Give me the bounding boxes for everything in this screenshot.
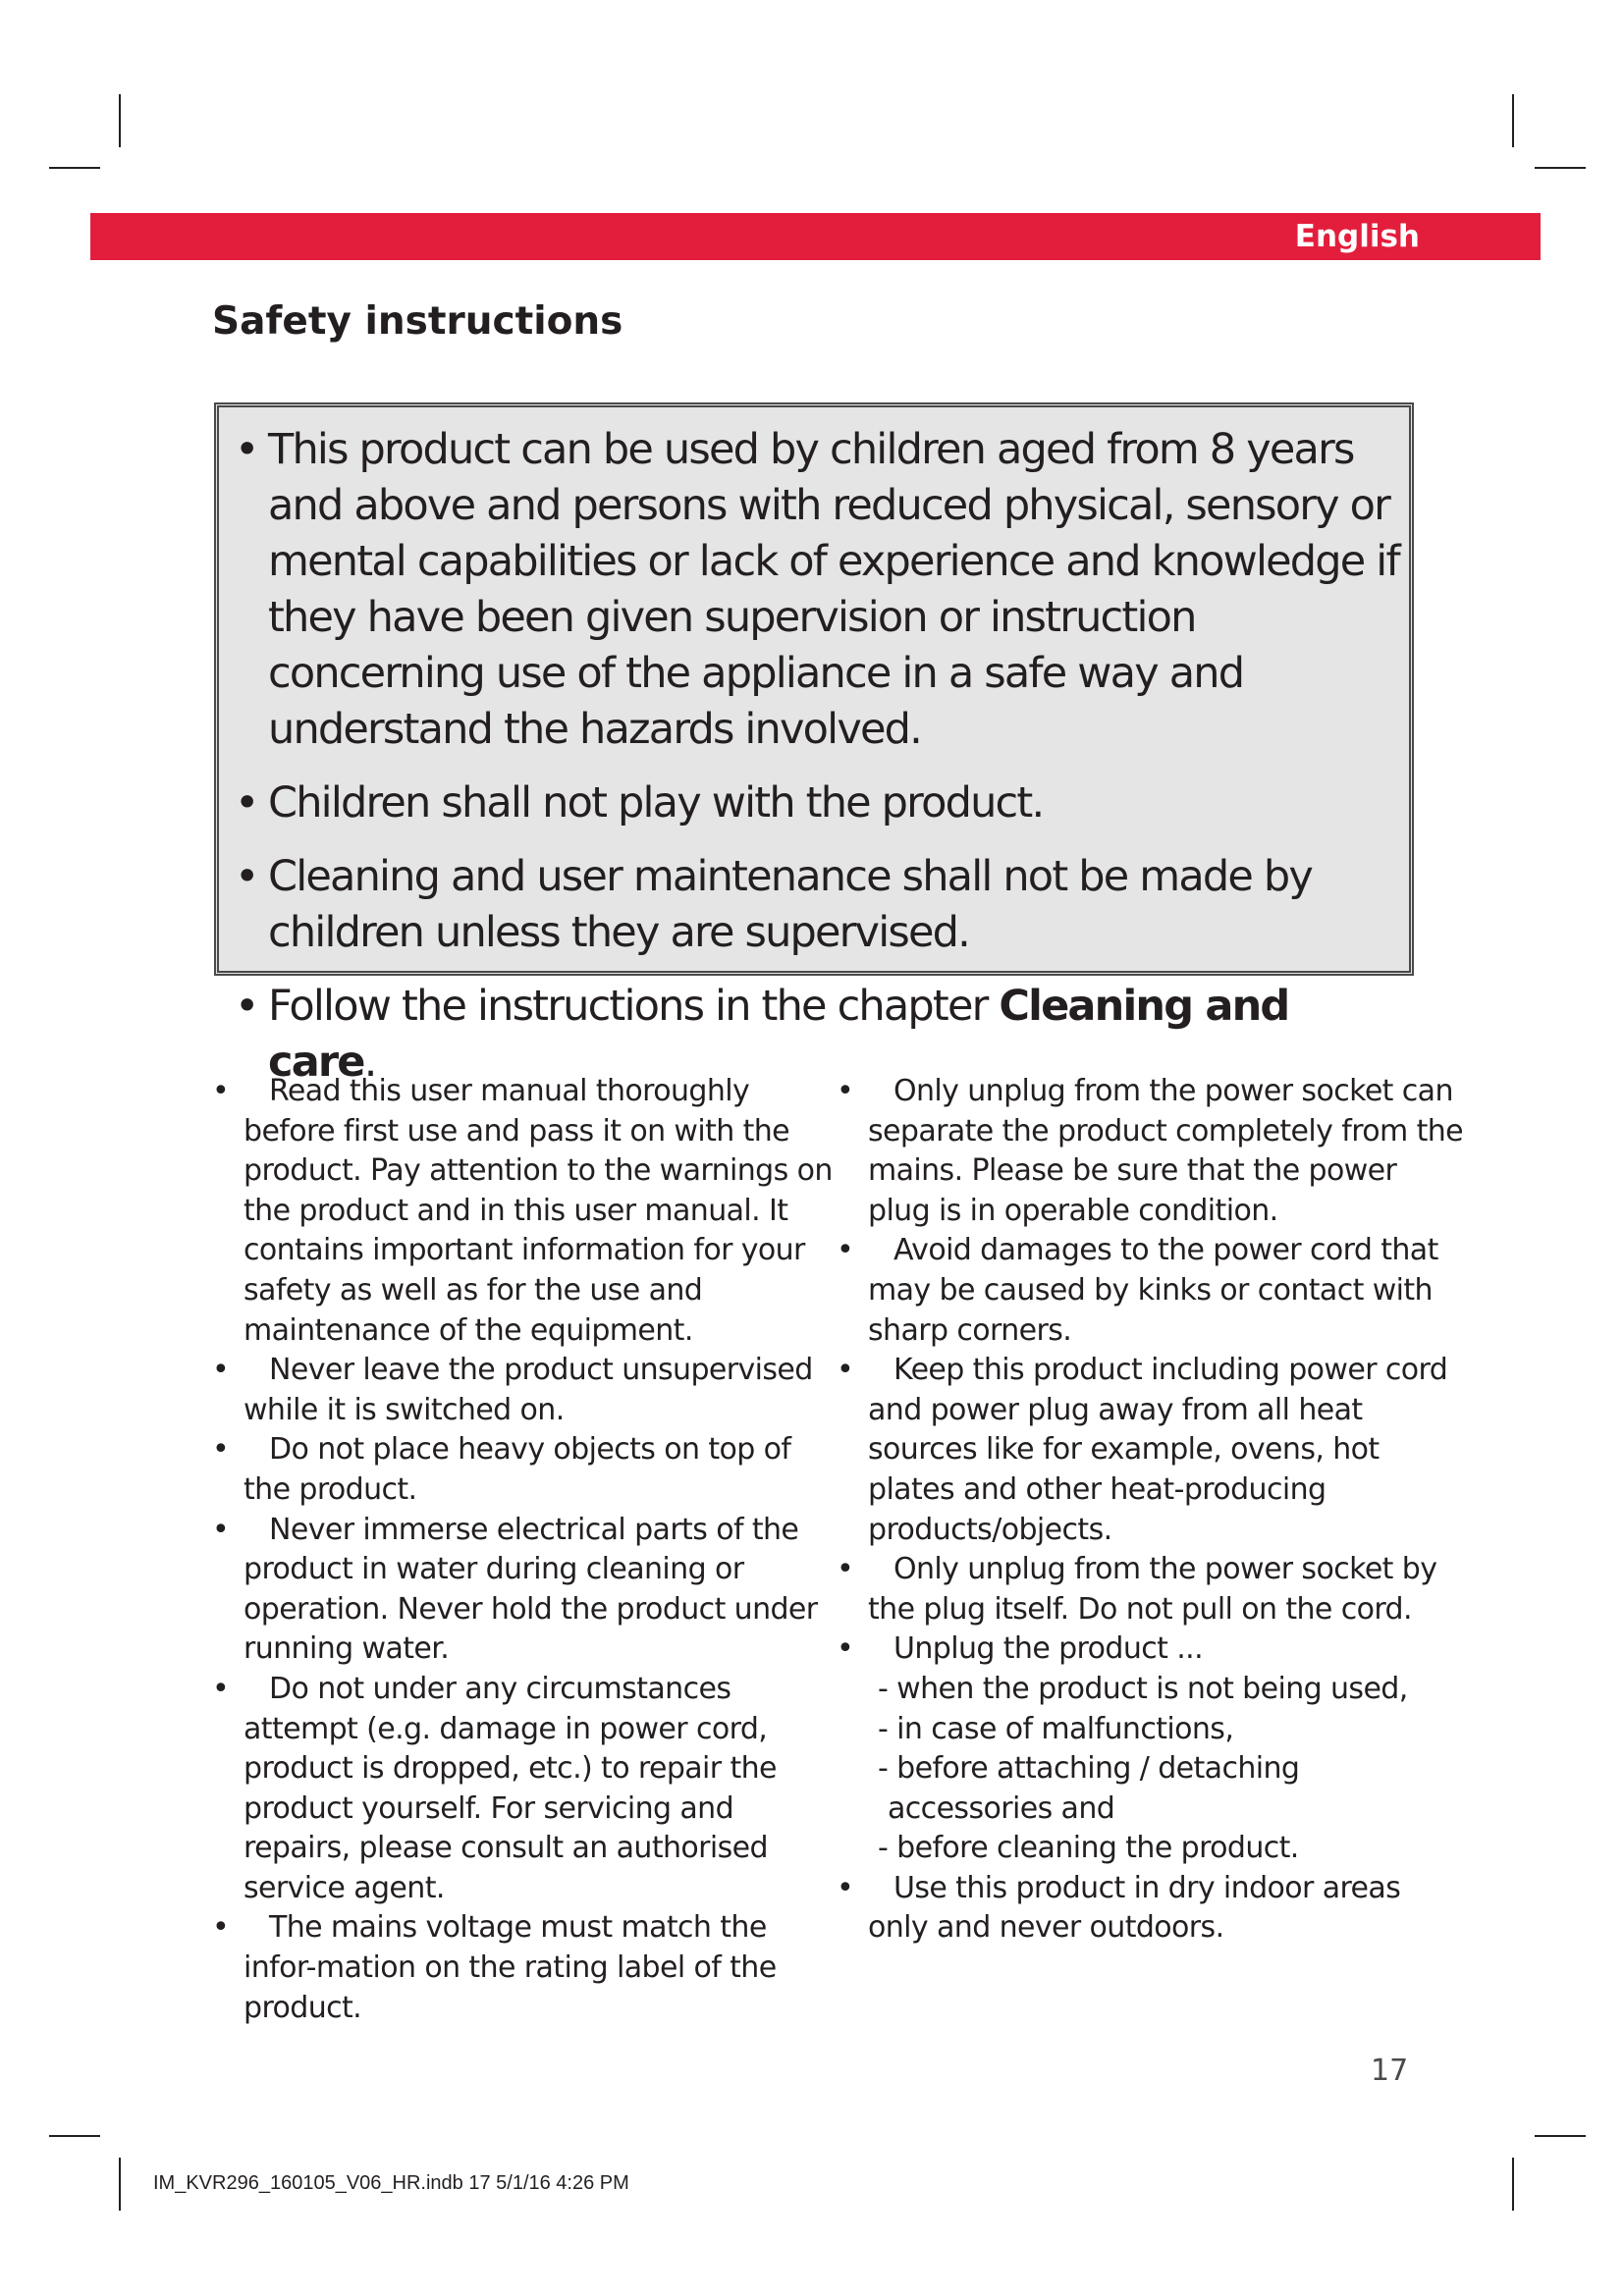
- crop-mark-bottom-left-vertical: [119, 2158, 121, 2211]
- bullet-icon: •: [212, 1910, 230, 1946]
- safety-item: [212, 1908, 840, 2028]
- warning-text: This product can be used by children aged from 8 years and above and persons with reduced physical, sensory or mental capabilities or lack of experience and knowledge if they have been given supervision or instruction concerning use of the appliance in a safe way and understand the hazards involved.: [268, 425, 1399, 754]
- bullet-icon: •: [212, 1671, 230, 1706]
- safety-item: [212, 1511, 840, 1670]
- bullet-icon: •: [837, 1074, 854, 1108]
- warning-item: [233, 422, 1405, 758]
- crop-mark-top-right-vertical: [1512, 94, 1514, 147]
- bullet-icon: •: [837, 1870, 854, 1905]
- safety-text: Never immerse electrical parts of the product in water during cleaning or operation. Never hold the product under running water.: [244, 1512, 818, 1667]
- crop-mark-top-left-vertical: [119, 94, 121, 147]
- bullet-icon: •: [212, 1353, 230, 1388]
- warning-item: [233, 849, 1405, 961]
- safety-item: [837, 1869, 1465, 1949]
- bullet-icon: •: [212, 1432, 230, 1468]
- unplug-case-text: - before attaching / detaching: [878, 1751, 1300, 1787]
- bullet-icon: •: [235, 852, 258, 901]
- bullet-icon: •: [235, 982, 258, 1031]
- unplug-case-text: - before cleaning the product.: [878, 1831, 1299, 1866]
- unplug-case-continuation: accessories and: [888, 1790, 1115, 1826]
- safety-item: [837, 1072, 1465, 1231]
- safety-item: [837, 1550, 1465, 1629]
- safety-text: Do not under any circumstances attempt (e.g. damage in power cord, product is dropped, etc.) to repair the product yourself. For servicing and repairs, please consult an authorised service agent.: [244, 1671, 777, 1905]
- bullet-icon: •: [837, 1552, 854, 1587]
- safety-text: Only unplug from the power socket by the plug itself. Do not pull on the cord.: [868, 1552, 1437, 1627]
- child-safety-warning-box: [214, 402, 1414, 1087]
- safety-item: [212, 1072, 840, 1351]
- warning-text: Cleaning and user maintenance shall not be made by children unless they are supervised.: [268, 852, 1313, 957]
- bullet-icon: •: [212, 1074, 230, 1108]
- print-file-info: IM_KVR296_160105_V06_HR.indb 17 5/1/16 4:26 PM: [153, 2172, 629, 2194]
- safety-text: Do not place heavy objects on top of the product.: [244, 1432, 791, 1507]
- crop-mark-top-right-horizontal: [1535, 167, 1586, 169]
- crop-mark-bottom-left-horizontal: [49, 2135, 100, 2137]
- safety-item: [837, 1351, 1465, 1550]
- safety-text: The mains voltage must match the infor-mation on the rating label of the product.: [244, 1910, 777, 2025]
- language-label: English: [1294, 219, 1420, 254]
- page-title: Safety instructions: [212, 299, 623, 344]
- bullet-icon: •: [235, 425, 258, 474]
- safety-list-right-column: [837, 1072, 1465, 1949]
- safety-item-unplug: [837, 1629, 1465, 1869]
- crop-mark-bottom-right-vertical: [1512, 2158, 1514, 2211]
- crop-mark-top-left-horizontal: [49, 167, 100, 169]
- safety-item: [212, 1430, 840, 1510]
- safety-item: [212, 1351, 840, 1430]
- unplug-case: [868, 1829, 1465, 1869]
- safety-text: Only unplug from the power socket can separate the product completely from the mains. Please be sure that the power plug is in operable condition.: [868, 1074, 1464, 1228]
- warning-text-suffix: .: [363, 1038, 376, 1087]
- bullet-icon: •: [837, 1233, 854, 1268]
- safety-item: [837, 1231, 1465, 1351]
- bullet-icon: •: [235, 778, 258, 828]
- warning-text-prefix: Follow the instructions in the chapter: [268, 982, 1000, 1031]
- warning-list: [219, 407, 1409, 1091]
- safety-text: Avoid damages to the power cord that may be caused by kinks or contact with sharp corners.: [868, 1233, 1438, 1348]
- unplug-case: [868, 1710, 1465, 1750]
- page-number: 17: [1371, 2054, 1409, 2088]
- warning-text: Children shall not play with the product.: [268, 778, 1044, 828]
- safety-text: Keep this product including power cord and power plug away from all heat sources like for example, ovens, hot plates and other heat-producing products/objects.: [868, 1353, 1448, 1547]
- crop-mark-bottom-right-horizontal: [1535, 2135, 1586, 2137]
- unplug-case: [868, 1749, 1465, 1789]
- unplug-case-text: - when the product is not being used,: [878, 1671, 1408, 1706]
- safety-item: [212, 1670, 840, 1909]
- chapter-reference: Cleaning and care: [268, 982, 1289, 1087]
- bullet-icon: •: [212, 1512, 230, 1547]
- unplug-case-text: - in case of malfunctions,: [878, 1711, 1234, 1746]
- unplug-case: [868, 1670, 1465, 1710]
- safety-text: Never leave the product unsupervised while it is switched on.: [244, 1353, 813, 1427]
- unplug-intro: Unplug the product ...: [893, 1631, 1204, 1667]
- bullet-icon: •: [837, 1631, 854, 1667]
- safety-list-left-column: [212, 1072, 840, 2028]
- language-header-bar: [90, 213, 1541, 260]
- safety-text: Use this product in dry indoor areas only and never outdoors.: [868, 1870, 1401, 1946]
- bullet-icon: •: [837, 1353, 854, 1388]
- warning-item: [233, 775, 1405, 831]
- safety-text: Read this user manual thoroughly before first use and pass it on with the product. Pay attention to the warnings on the product and in this user manual. It contains important information for your safety as well as for the use and maintenance of the equipment.: [244, 1074, 833, 1348]
